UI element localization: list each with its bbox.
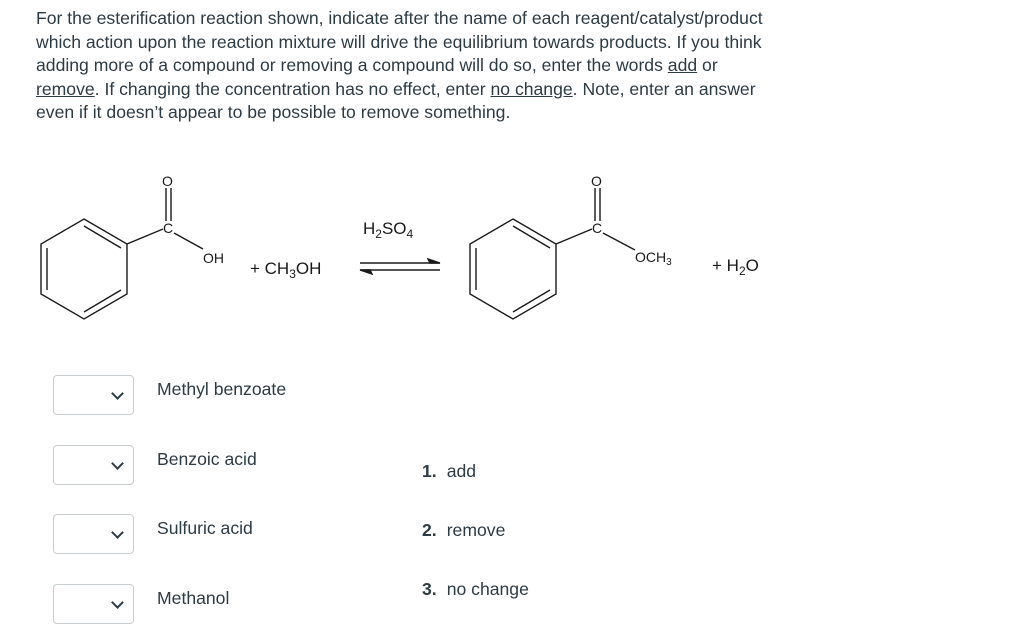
answer-select[interactable] <box>53 514 134 554</box>
choice-text: add <box>446 461 477 481</box>
methoxy-label: $OCH_3$ <box>635 249 672 268</box>
row-label: Benzoic acid <box>157 449 257 469</box>
reaction-scheme <box>0 160 1024 340</box>
row-label: Methyl benzoate <box>157 379 287 399</box>
choice-text: remove <box>446 520 506 540</box>
answer-select[interactable] <box>53 584 134 624</box>
carbonyl-carbon: C <box>163 220 174 236</box>
answer-choice-remove <box>422 520 505 541</box>
row-methyl-benzoate <box>0 375 420 417</box>
row-sulfuric-acid <box>0 514 420 556</box>
hydroxyl-label: OH <box>203 250 224 266</box>
choice-text: no change <box>446 579 529 599</box>
word-no-change: no change <box>490 78 573 99</box>
choice-number: 2. <box>422 520 437 540</box>
equilibrium-arrow <box>360 259 440 274</box>
answer-select[interactable] <box>53 375 134 415</box>
choice-number: 3. <box>422 579 437 599</box>
methanol-reagent: + $CH_3OH$ <box>250 259 322 281</box>
row-benzoic-acid <box>0 445 420 487</box>
benzoic-acid-structure <box>41 188 203 319</box>
word-remove: remove <box>36 78 95 99</box>
question-text <box>36 7 776 125</box>
chevron-down-icon <box>111 596 124 609</box>
question-part: . Note, enter an answer even if it doesn’t appear to be possible to remove something. <box>36 78 756 123</box>
chevron-down-icon <box>111 387 124 400</box>
question-part: or <box>697 55 718 76</box>
choice-number: 1. <box>422 461 437 481</box>
methyl-benzoate-structure <box>470 188 635 319</box>
water-product: + $H_2O$ <box>712 256 759 278</box>
row-methanol <box>0 584 420 626</box>
product-carbonyl-oxygen: O <box>591 173 602 189</box>
chevron-down-icon <box>111 457 124 470</box>
answer-choice-no-change <box>422 579 529 600</box>
question-part: For the esterification reaction shown, indicate after the name of each reagent/catalyst/product which action upon the reaction mixture will drive the equilibrium towards products. If you think adding more of a compound or removing a compound will do so, enter the words <box>36 8 763 76</box>
row-label: Sulfuric acid <box>157 518 253 538</box>
chevron-down-icon <box>111 526 124 539</box>
answer-choice-add <box>422 461 476 482</box>
product-carbonyl-carbon: C <box>592 220 603 236</box>
answer-select[interactable] <box>53 445 134 485</box>
row-label: Methanol <box>157 588 230 608</box>
carbonyl-oxygen: O <box>162 173 173 189</box>
word-add: add <box>667 55 698 76</box>
question-part: . If changing the concentration has no effect, enter <box>94 78 491 99</box>
catalyst-label: $H_2SO_4$ <box>363 219 414 241</box>
